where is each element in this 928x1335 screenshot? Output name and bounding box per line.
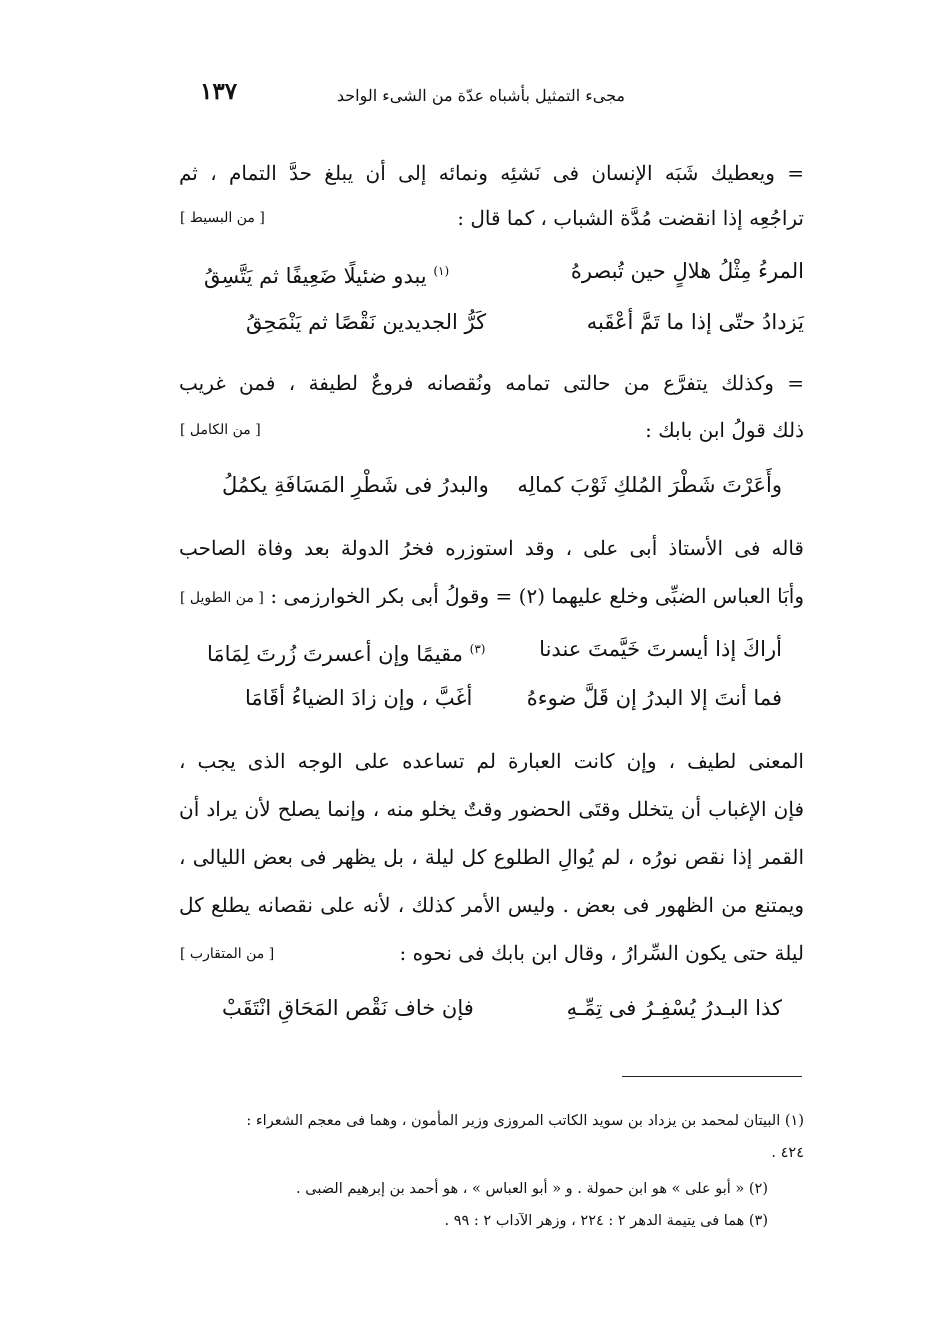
verse-hemistich-second <box>204 256 449 291</box>
running-title: مجىء التمثيل بأشباه عدّة من الشىء الواحد <box>336 86 625 105</box>
verse-hemistich-first: وأَعَرْتَ شَطْرَ المُلكِ ثَوْبَ كمالِه <box>517 473 782 497</box>
footnote-marker: (١) <box>433 264 450 278</box>
footnote-continuation: ٤٢٤ . <box>771 1145 804 1161</box>
paragraph-line: المعنى لطيف ، وإن كانت العبارة لم تساعده على الوجه الذى يجب ، <box>179 749 804 773</box>
meter-label: [ من الطويل ] <box>180 590 264 606</box>
verse-line <box>204 307 804 337</box>
verse-hemistich-second <box>207 634 485 669</box>
meter-label: [ من المتقارب ] <box>180 946 275 962</box>
paragraph-line: = وكذلك يتفرَّع من حالتى تمامه ونُقصانه فروعٌ لطيفة ، فمن غريب <box>179 371 804 395</box>
page-number: ١٣٧ <box>200 78 238 105</box>
verse-hemistich-second: كَرُّ الجديدين نَقْصًا ثم يَنْمَحِقُ <box>246 310 487 334</box>
footnote: (١) البيتان لمحمد بن يزداد بن سويد الكاتب المروزى وزير المأمون ، وهما فى معجم الشعراء : <box>246 1113 804 1129</box>
verse-line <box>204 256 804 286</box>
verse-line <box>222 993 782 1023</box>
verse-hemistich-first: كذا البـدرُ يُسْفِـرُ فى تِمِّـهِ <box>566 996 782 1020</box>
verse-hemistich-first: المرءُ مِثْلُ هلالٍ حين تُبصرهُ <box>570 259 804 283</box>
verse-line <box>207 683 782 713</box>
footnote: (٣) هما فى يتيمة الدهر ٢ : ٢٢٤ ، وزهر الآداب ٢ : ٩٩ . <box>444 1213 768 1229</box>
verse-hemistich-second: أغَبَّ ، وإن زادَ الضياءُ أقَامَا <box>245 686 473 710</box>
meter-label: [ من البسيط ] <box>180 210 265 226</box>
verse-line <box>222 470 782 500</box>
verse-hemistich-first: فما أنتَ إلا البدرُ إن قَلَّ ضوءهُ <box>526 686 782 710</box>
paragraph-line: قاله فى الأستاذ أبى على ، وقد استوزره فخرُ الدولة بعد وفاة الصاحب <box>179 536 804 560</box>
paragraph-line: ذلك قولُ ابن بابك : <box>645 418 804 442</box>
paragraph-line: وأبَا العباس الضبِّى وخلع عليهما (٢) = وقولُ أبى بكر الخوارزمى : <box>270 584 804 608</box>
verse-hemistich-first: أراكَ إذا أيسرتَ خَيَّمتَ عندنا <box>539 637 782 661</box>
verse-hemistich-second-text: مقيمًا وإن أعسرتَ زُرتَ لِمَامَا <box>207 642 463 666</box>
paragraph-line: ويمتنع من الظهور فى بعض . وليس الأمر كذلك ، لأنه على نقصانه يطلع كل <box>179 893 804 917</box>
paragraph-line: ليلة حتى يكون السِّرارُ ، وقال ابن بابك فى نحوه : <box>399 941 804 965</box>
verse-hemistich-first: يَزدادُ حتّى إذا ما تَمَّ أعْقَبه <box>586 310 804 334</box>
verse-hemistich-second: فإن خاف نَقْص المَحَاقِ انْتَقَبْ <box>222 996 474 1020</box>
meter-label: [ من الكامل ] <box>180 422 261 438</box>
footnote-marker: (٣) <box>469 642 486 656</box>
footnote: (٢) « أبو على » هو ابن حمولة . و « أبو العباس » ، هو أحمد بن إبرهيم الضبى . <box>296 1181 768 1197</box>
verse-hemistich-second: والبدرُ فى شَطْرِ المَسَافَةِ يكمُلُ <box>222 473 489 497</box>
verse-hemistich-second-text: يبدو ضئيلًا ضَعِيفًا ثم يَتَّسِقُ <box>204 264 427 288</box>
paragraph-line: فإن الإغباب أن يتخلل وقتَى الحضور وقتٌ يخلو منه ، وإنما يصلح لأن يراد أن <box>179 797 804 821</box>
paragraph-line: تراجُعِه إذا انقضت مُدَّة الشباب ، كما قال : <box>457 206 804 230</box>
paragraph-line: القمر إذا نقص نورُه ، لم يُوالِ الطلوع كل ليلة ، بل يظهر فى بعض الليالى ، <box>179 845 804 869</box>
verse-line <box>207 634 782 664</box>
footnote-separator <box>622 1076 802 1077</box>
paragraph-line: = ويعطيك شَبَه الإنسان فى نَشئِه ونمائه إلى أن يبلغ حدَّ التمام ، ثم <box>179 161 804 185</box>
